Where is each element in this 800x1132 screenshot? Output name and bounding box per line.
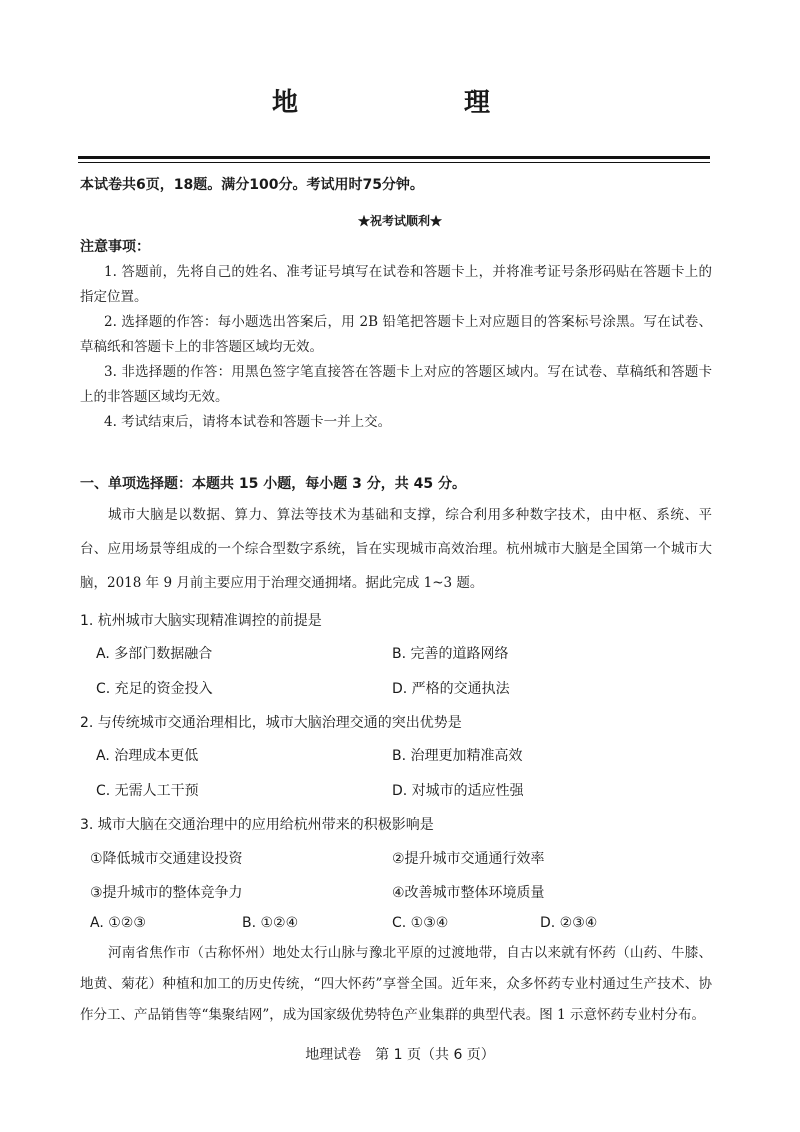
question-2-option-a: A. 治理成本更低	[96, 748, 199, 764]
question-2-option-c: C. 无需人工干预	[96, 783, 199, 799]
notice-title: 注意事项：	[80, 239, 150, 255]
question-1-option-c: C. 充足的资金投入	[96, 681, 213, 697]
question-3-statement-4: ④改善城市整体环境质量	[392, 885, 545, 901]
question-3-statement-3: ③提升城市的整体竞争力	[90, 885, 243, 901]
notice-item-4: 4. 考试结束后，请将本试卷和答题卡一并上交。	[104, 414, 392, 430]
question-1-option-a: A. 多部门数据融合	[96, 646, 213, 662]
page-footer: 地理试卷 第 1 页（共 6 页）	[305, 1047, 495, 1063]
notice-item-2: 2. 选择题的作答：每小题选出答案后，用 2B 铅笔把答题卡上对应题目的答案标号涂黑。写在试卷、草稿纸和答题卡上的非答题区域均无效。	[80, 314, 712, 355]
notice-item-3: 3. 非选择题的作答：用黑色签字笔直接答在答题卡上对应的答题区域内。写在试卷、草稿纸和答题卡上的非答题区域均无效。	[80, 364, 712, 405]
header-rule-thin	[78, 162, 710, 163]
question-2-option-b: B. 治理更加精准高效	[392, 748, 523, 764]
question-1-option-d: D. 严格的交通执法	[392, 681, 510, 697]
question-3-stem: 3. 城市大脑在交通治理中的应用给杭州带来的积极影响是	[80, 817, 434, 833]
page-title: 地 理	[271, 88, 528, 118]
exam-info: 本试卷共6页，18题。满分100分。考试用时75分钟。	[80, 177, 424, 193]
question-3-option-b: B. ①②④	[242, 915, 299, 931]
material-1: 城市大脑是以数据、算力、算法等技术为基础和支撑，综合利用多种数字技术，由中枢、系统、平台、应用场景等组成的一个综合型数字系统，旨在实现城市高效治理。杭州城市大脑是全国第一个城市大脑，2018 年 9 月前主要应用于治理交通拥堵。据此完成 1~3 题。	[80, 507, 712, 591]
question-2-option-d: D. 对城市的适应性强	[392, 783, 524, 799]
question-3-option-c: C. ①③④	[392, 915, 449, 931]
question-3-option-d: D. ②③④	[540, 915, 598, 931]
question-2-stem: 2. 与传统城市交通治理相比，城市大脑治理交通的突出优势是	[80, 715, 462, 731]
material-2: 河南省焦作市（古称怀州）地处太行山脉与豫北平原的过渡地带，自古以来就有怀药（山药、牛膝、地黄、菊花）种植和加工的历史传统，“四大怀药”享誉全国。近年来，众多怀药专业村通过生产技术、协作分工、产品销售等“集聚结网”，成为国家级优势特色产业集群的典型代表。图 1 示意怀药专业村分布。	[80, 945, 712, 1023]
question-3-option-a: A. ①②③	[90, 915, 146, 931]
question-1-stem: 1. 杭州城市大脑实现精准调控的前提是	[80, 613, 322, 629]
exam-wish: ★祝考试顺利★	[357, 214, 442, 228]
section-title: 一、单项选择题：本题共 15 小题，每小题 3 分，共 45 分。	[80, 476, 466, 492]
question-1-option-b: B. 完善的道路网络	[392, 646, 509, 662]
header-rule-thick	[78, 156, 710, 159]
question-3-statement-1: ①降低城市交通建设投资	[90, 851, 243, 867]
question-3-statement-2: ②提升城市交通通行效率	[392, 851, 545, 867]
notice-item-1: 1. 答题前，先将自己的姓名、准考证号填写在试卷和答题卡上，并将准考证号条形码贴在答题卡上的指定位置。	[80, 264, 712, 305]
